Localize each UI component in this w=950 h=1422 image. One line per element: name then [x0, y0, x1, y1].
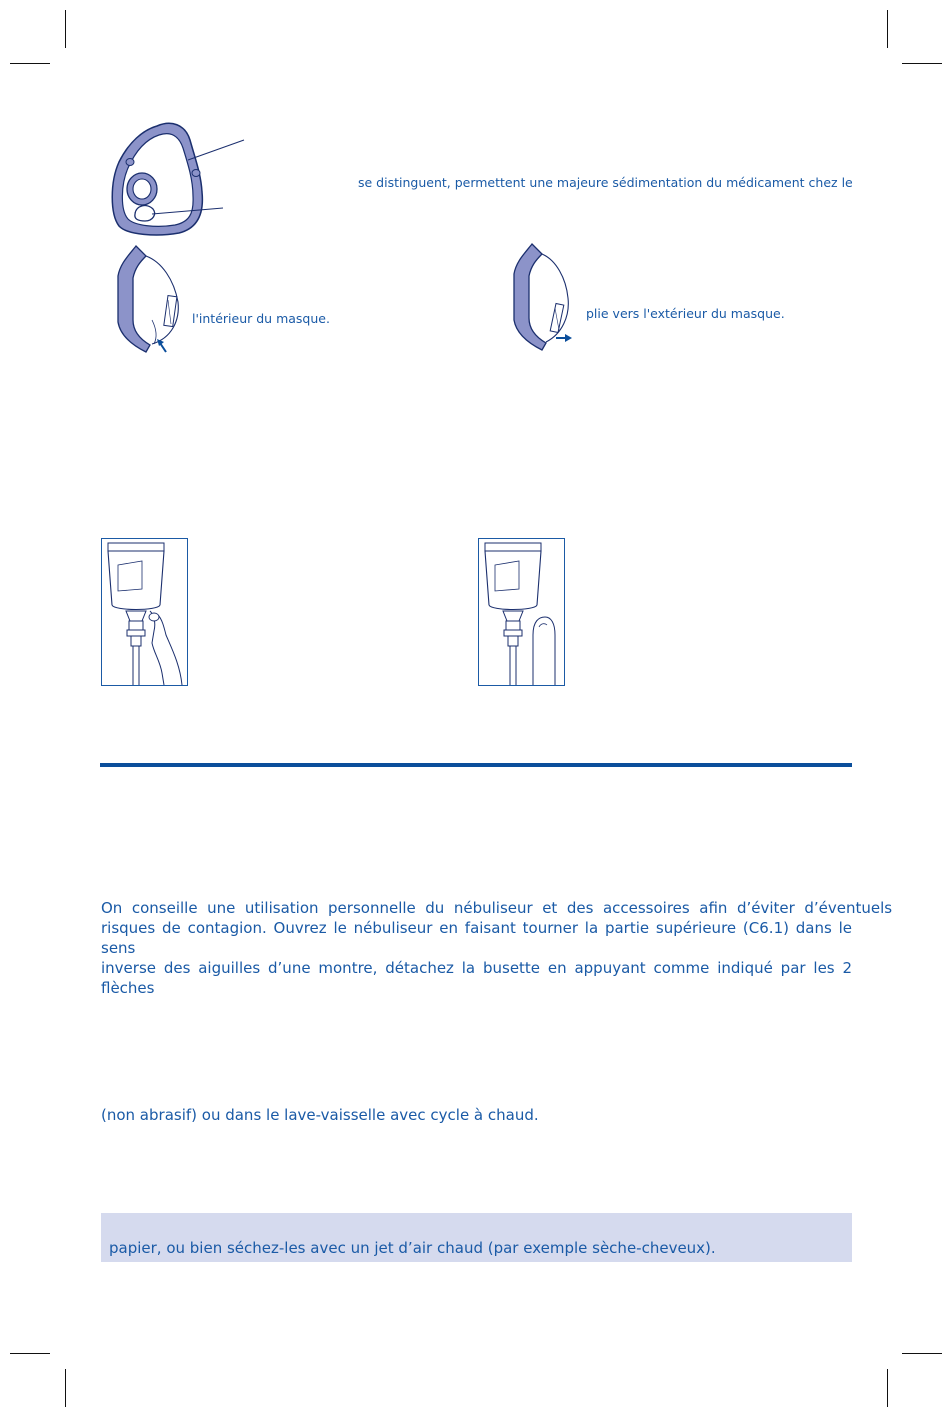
mask-front-illustration [105, 118, 255, 243]
crop-mark-bottom-left-horizontal [10, 1353, 50, 1354]
crop-mark-top-right-horizontal [902, 63, 942, 64]
drying-note-box [101, 1213, 852, 1262]
mask-side-clip-inward-illustration [108, 240, 193, 368]
crop-mark-bottom-right-horizontal [902, 1353, 942, 1354]
crop-mark-bottom-right-vertical [887, 1369, 888, 1407]
cleaning-paragraph-line: inverse des aiguilles d’une montre, détachez la busette en appuyant comme indiqué par les 2 flèches [101, 959, 852, 997]
mask-step-right-caption: plie vers l'extérieur du masque. [586, 306, 785, 321]
mask-step-left-caption: l'intérieur du masque. [192, 311, 330, 326]
cleaning-paragraph [101, 898, 893, 998]
wash-instruction-line: (non abrasif) ou dans le lave-vaisselle avec cycle à chaud. [101, 1106, 539, 1124]
section-divider-rule [100, 763, 852, 767]
crop-mark-top-left-horizontal [10, 63, 50, 64]
nebulizer-connector-press-illustration [101, 538, 188, 686]
crop-mark-bottom-left-vertical [65, 1369, 66, 1407]
mask-intro-fragment: se distinguent, permettent une majeure sédimentation du médicament chez le [358, 175, 853, 190]
cleaning-paragraph-line: risques de contagion. Ouvrez le nébuliseur en faisant tourner la partie supérieure (C6.1) dans le sens [101, 919, 852, 957]
mask-side-clip-outward-illustration [502, 238, 582, 366]
cleaning-paragraph-line: On conseille une utilisation personnelle du nébuliseur et des accessoires afin d’éviter d’éventuels [101, 899, 893, 917]
nebulizer-connector-release-illustration [478, 538, 565, 686]
crop-mark-top-right-vertical [887, 10, 888, 48]
crop-mark-top-left-vertical [65, 10, 66, 48]
drying-note-text: papier, ou bien séchez-les avec un jet d’air chaud (par exemple sèche-cheveux). [109, 1239, 716, 1257]
